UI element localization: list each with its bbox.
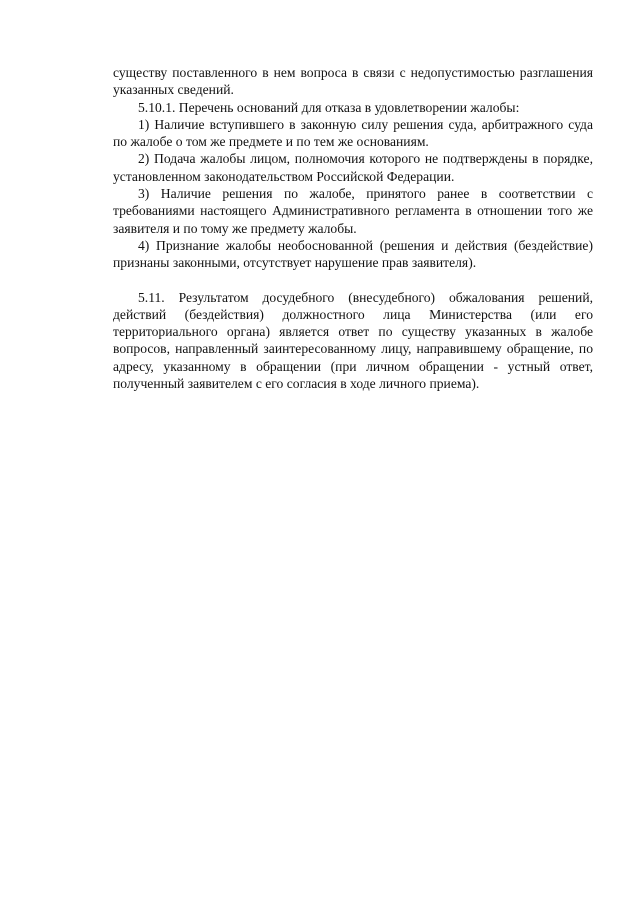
paragraph-item-2: 2) Подача жалобы лицом, полномочия которого не подтверждены в порядке, установленном законодательством Российской Федерации. [113, 151, 593, 184]
paragraph-item-1: 1) Наличие вступившего в законную силу решения суда, арбитражного суда по жалобе о том же предмете и по тем же основаниям. [113, 116, 593, 150]
paragraph-5-10-1-heading: 5.10.1. Перечень оснований для отказа в удовлетворении жалобы: [138, 99, 520, 115]
document-body [113, 64, 593, 392]
paragraph-item-4: 4) Признание жалобы необоснованной (решения и действия (бездействие) признаны законными, отсутствует нарушение прав заявителя). [113, 237, 593, 271]
paragraph-continuation: существу поставленного в нем вопроса в связи с недопустимостью разглашения указанных сведений. [113, 65, 593, 98]
paragraph-spacer [113, 272, 593, 289]
paragraph-5-11: 5.11. Результатом досудебного (внесудебного) обжалования решений, действий (бездействия) должностного лица Министерства (или его территориального органа) является ответ по существу указанных в жалобе вопросов, направленный заинтересованному лицу, направившему обращение, по адресу, указанному в обращении (при личном обращении - устный ответ, полученный заявителем с его согласия в ходе личного приема). [113, 289, 593, 392]
paragraph-item-3: 3) Наличие решения по жалобе, принятого ранее в соответствии с требованиями настоящего Административного регламента в отношении того же заявителя и по тому же предмету жалобы. [113, 186, 593, 236]
